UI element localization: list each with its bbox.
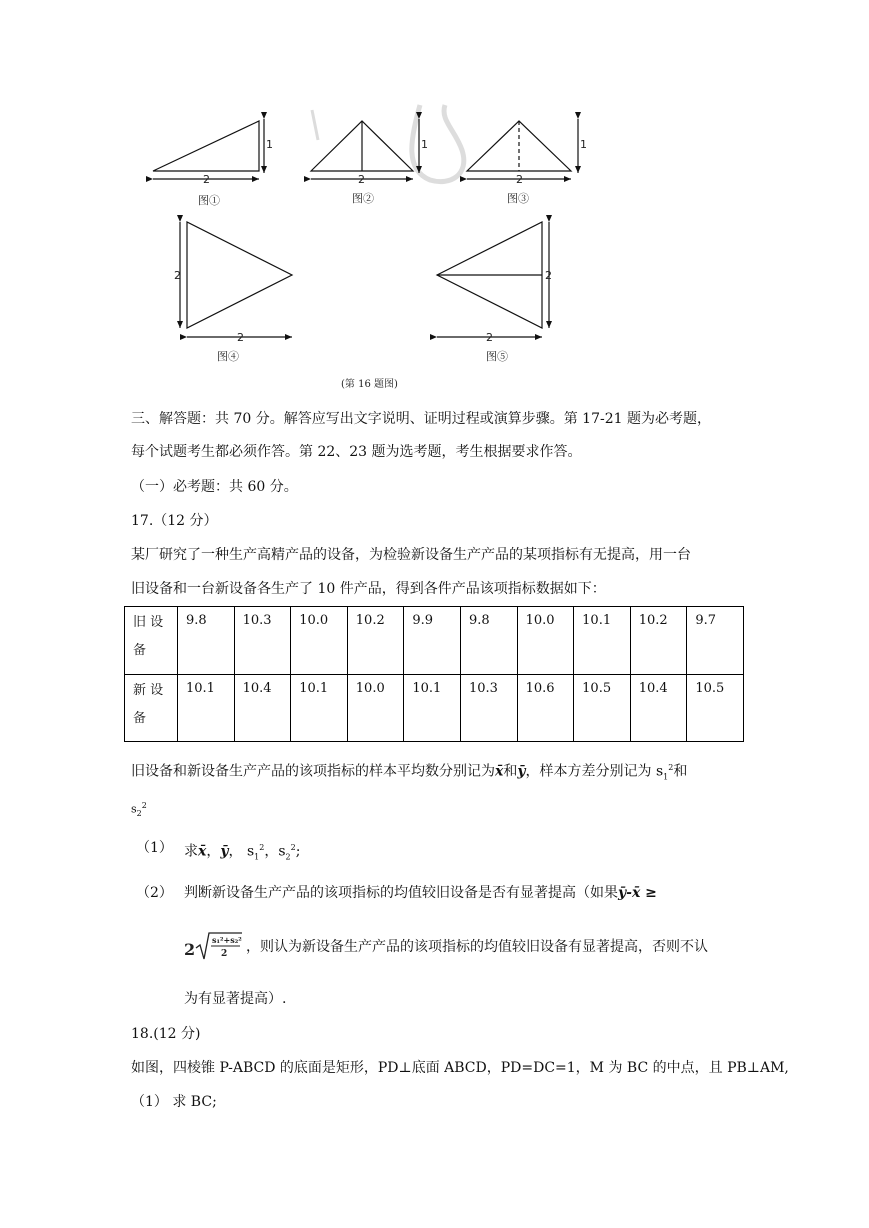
svg-text:s₁²+s₂²: s₁²+s₂²	[212, 935, 242, 945]
fig4-height-label: 2	[174, 269, 181, 282]
svg-text:2: 2	[184, 940, 196, 959]
table-cell: 10.6	[517, 674, 574, 742]
table-cell: 9.8	[460, 607, 517, 675]
table-cell: 10.3	[460, 674, 517, 742]
q17-part2-condition: 2 s₁²+s₂² 2 ，则认为新设备生产产品的该项指标的均值较旧设备有显著提高，否则不认	[184, 930, 708, 964]
fig5-caption: 图⑤	[486, 350, 508, 363]
q17-part2-text: 判断新设备生产产品的该项指标的均值较旧设备是否有显著提高（如果ȳ-x̄ ≥	[184, 885, 657, 901]
q18-part1: （1） 求 BC;	[131, 1094, 217, 1110]
fig4-width-label: 2	[237, 331, 244, 344]
fig5-height-label: 2	[545, 269, 552, 282]
table-cell: 10.1	[574, 607, 631, 675]
fig2-width-label: 2	[358, 173, 365, 186]
table-cell: 10.1	[404, 674, 461, 742]
table-cell: 10.2	[630, 607, 687, 675]
table-row-new	[125, 674, 744, 742]
figure-4	[180, 222, 292, 337]
section3-line2: 每个试题考生都必须作答。第 22、23 题为选考题，考生根据要求作答。	[131, 444, 582, 460]
table-cell: 10.1	[178, 674, 235, 742]
table-cell: 10.5	[687, 674, 744, 742]
figure-1	[153, 119, 264, 179]
section3-required: （一）必考题：共 60 分。	[131, 479, 298, 495]
fig3-width-label: 2	[516, 173, 523, 186]
table-cell: 10.5	[574, 674, 631, 742]
q17-part1-number: （1）	[136, 840, 173, 856]
q17-means-line: 旧设备和新设备生产产品的该项指标的样本平均数分别记为x̄和ȳ，样本方差分别记为 $s_1^2$和	[131, 763, 688, 782]
fig1-width-label: 2	[203, 173, 210, 186]
table-cell: 9.7	[687, 607, 744, 675]
table-cell: 10.4	[234, 674, 291, 742]
fig5-width-label: 2	[486, 331, 493, 344]
table-cell: 10.0	[347, 674, 404, 742]
figure-2	[311, 119, 419, 179]
q17-data-table	[124, 606, 744, 742]
figure-group-caption: (第 16 题图)	[341, 379, 398, 390]
q17-part2-number: （2）	[136, 885, 173, 901]
row-label-old: 旧 设 备	[125, 607, 178, 675]
table-cell: 10.1	[291, 674, 348, 742]
q17-intro-line1: 某厂研究了一种生产高精产品的设备，为检验新设备生产产品的某项指标有无提高，用一台	[131, 547, 691, 563]
fig2-height-label: 1	[421, 138, 428, 151]
row-label-new: 新 设 备	[125, 674, 178, 742]
table-cell: 9.8	[178, 607, 235, 675]
table-cell: 10.4	[630, 674, 687, 742]
figure-3	[467, 119, 578, 179]
q17-header: 17.（12 分）	[131, 513, 218, 529]
fig3-height-label: 1	[580, 138, 587, 151]
fig1-height-label: 1	[266, 138, 273, 151]
figure-5	[437, 222, 549, 337]
table-cell: 10.3	[234, 607, 291, 675]
table-cell: 10.0	[291, 607, 348, 675]
q18-header: 18.(12 分)	[131, 1026, 201, 1042]
problem-16-figures	[0, 0, 869, 400]
table-cell: 10.0	[517, 607, 574, 675]
q17-s2-symbol: $s_2^2$	[131, 801, 147, 818]
section3-line1: 三、解答题：共 70 分。解答应写出文字说明、证明过程或演算步骤。第 17-21 题为必考题，	[131, 411, 711, 427]
q18-text: 如图，四棱锥 P-ABCD 的底面是矩形，PD⊥底面 ABCD，PD=DC=1，M 为 BC 的中点，且 PB⊥AM,	[131, 1060, 789, 1076]
svg-text:2: 2	[221, 949, 228, 959]
fig3-caption: 图③	[507, 192, 529, 205]
q17-intro-line2: 旧设备和一台新设备各生产了 10 件产品，得到各件产品该项指标数据如下：	[131, 581, 606, 597]
table-cell: 9.9	[404, 607, 461, 675]
table-cell: 10.2	[347, 607, 404, 675]
q17-part1-text: 求x̄，ȳ， $s_1^2$，$s_2^2$;	[184, 843, 301, 862]
table-row-old	[125, 607, 744, 675]
sqrt-formula	[184, 930, 246, 964]
watermark-logo	[312, 105, 464, 182]
fig2-caption: 图②	[352, 192, 374, 205]
q17-part2-end: 为有显著提高）.	[184, 991, 287, 1007]
fig1-caption: 图①	[198, 194, 220, 207]
fig4-caption: 图④	[217, 350, 239, 363]
